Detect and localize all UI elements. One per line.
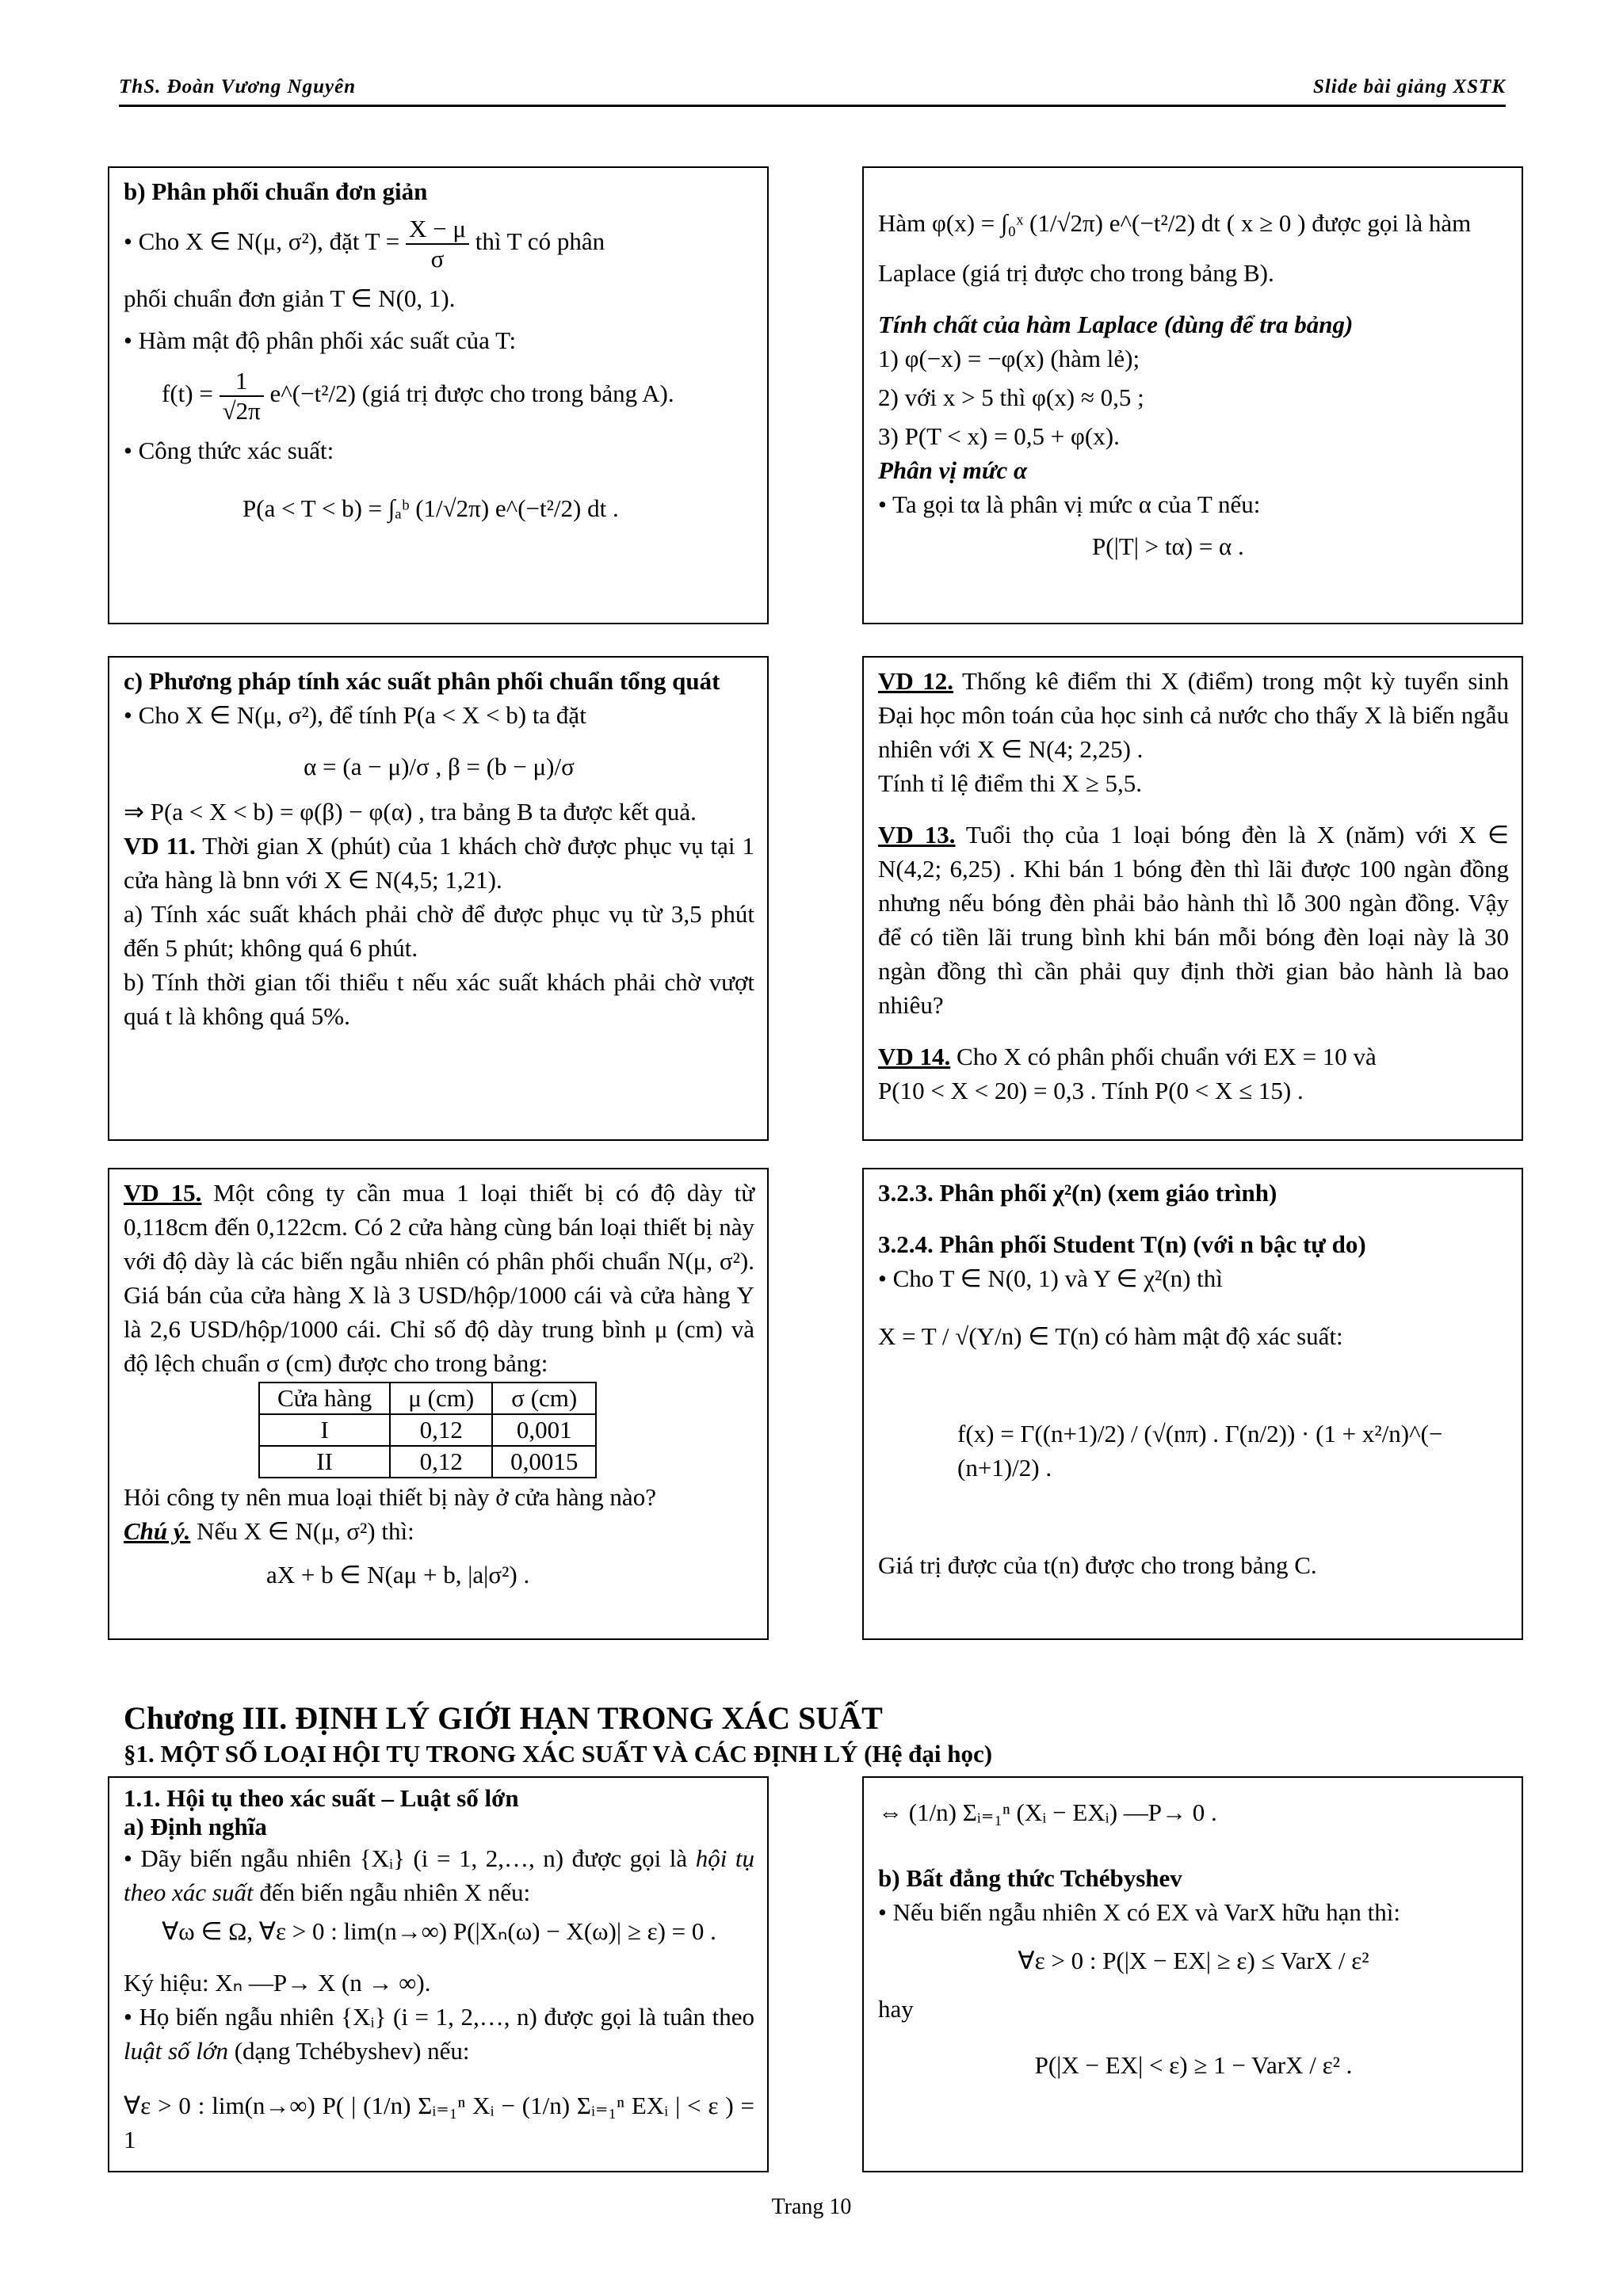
box8-line4: hay — [878, 1995, 914, 2023]
box7-title2: a) Định nghĩa — [124, 1813, 267, 1840]
box1-line1: • Cho X ∈ N(μ, σ²), đặt T = $\frac{X - \mu}{\sigma}$ thì T có phân — [124, 215, 605, 273]
box5-note: Chú ý. Nếu X ∈ N(μ, σ²) thì: — [124, 1517, 414, 1545]
box1-line5: • Công thức xác suất: — [124, 437, 334, 464]
box3-title: c) Phương pháp tính xác suất phân phối chuẩn tổng quát — [124, 667, 720, 695]
box8-line5: P(|X − EX| < ε) ≥ 1 − VarX / ε² . — [1034, 2051, 1353, 2079]
box6-line1: • Cho T ∈ N(0, 1) và Y ∈ χ²(n) thì — [878, 1264, 1223, 1292]
box6-density: f(x) = Γ((n+1)/2) / (√(nπ) . Γ(n/2)) · (1 + x²/n)^(−(n+1)/2) . — [957, 1420, 1443, 1482]
table-cell: 0,0015 — [492, 1446, 596, 1478]
box7-line3: Ký hiệu: Xₙ —P→ X (n → ∞). — [124, 1969, 431, 1997]
box3-line2: α = (a − μ)/σ , β = (b − μ)/σ — [304, 753, 575, 780]
box2-title2: Tính chất của hàm Laplace (dùng để tra bảng) — [878, 311, 1354, 338]
box6-title2: 3.2.4. Phân phối Student T(n) (với n bậc tự do) — [878, 1230, 1366, 1258]
box3-line6: b) Tính thời gian tối thiểu t nếu xác suất khách phải chờ vượt quá t là không quá 5%. — [124, 968, 754, 1030]
fraction-t: $\frac{X - \mu}{\sigma}$ — [406, 215, 469, 273]
box2-line3: • Ta gọi tα là phân vị mức α của T nếu: — [878, 490, 1261, 518]
box-general-normal — [108, 656, 769, 1141]
table-cell: II — [259, 1446, 390, 1478]
table-row — [259, 1414, 596, 1446]
box3-line1: • Cho X ∈ N(μ, σ²), để tính P(a < X < b) ta đặt — [124, 701, 586, 729]
box2-prop1: 1) φ(−x) = −φ(x) (hàm lẻ); — [878, 345, 1140, 372]
box8-title: b) Bất đẳng thức Tchébyshev — [878, 1864, 1182, 1892]
box2-line1: Hàm φ(x) = ∫₀ˣ (1/√2π) e^(−t²/2) dt ( x ≥ 0 ) được gọi là hàm — [878, 209, 1472, 237]
box6-title1: 3.2.3. Phân phối χ²(n) (xem giáo trình) — [878, 1179, 1277, 1207]
box4-line2: Tính tỉ lệ điểm thi X ≥ 5,5. — [878, 769, 1143, 797]
box1-line3: • Hàm mật độ phân phối xác suất của T: — [124, 326, 517, 354]
chapter-title: Chương III. ĐỊNH LÝ GIỚI HẠN TRONG XÁC SUẤT — [124, 1700, 883, 1736]
table-header-cell: μ (cm) — [390, 1383, 492, 1414]
box6-line2: X = T / √(Y/n) ∈ T(n) có hàm mật độ xác suất: — [878, 1322, 1343, 1350]
table-header-cell: σ (cm) — [492, 1383, 596, 1414]
box-laplace — [862, 166, 1523, 624]
box3-line3: ⇒ P(a < X < b) = φ(β) − φ(α) , tra bảng B ta được kết quả. — [124, 798, 697, 826]
box1-title: b) Phân phối chuẩn đơn giản — [124, 177, 428, 205]
box2-prop2: 2) với x > 5 thì φ(x) ≈ 0,5 ; — [878, 383, 1144, 411]
section-title: §1. MỘT SỐ LOẠI HỘI TỤ TRONG XÁC SUẤT VÀ CÁC ĐỊNH LÝ (Hệ đại học) — [124, 1740, 993, 1768]
box7-line5: ∀ε > 0 : lim(n→∞) P( | (1/n) Σᵢ₌₁ⁿ Xᵢ − (1/n) Σᵢ₌₁ⁿ EXᵢ | < ε ) = 1 — [124, 2092, 754, 2153]
box4-vd14: VD 14. Cho X có phân phối chuẩn với EX = 10 và — [878, 1043, 1377, 1070]
box5-vd15: VD 15. Một công ty cần mua 1 loại thiết bị có độ dày từ 0,118cm đến 0,122cm. Có 2 cửa hàng cùng bán loại thiết bị này với độ dày là các biến ngẫu nhiên có phân phối chuẩn N(μ, σ²). Giá bán của cửa hàng X là 3 USD/hộp/1000 cái và cửa hàng Y là 2,6 USD/hộp/1000 cái. Chỉ số độ dày trung bình μ (cm) và độ lệch chuẩn σ (cm) được cho trong bảng: — [124, 1179, 754, 1377]
box6-line4: Giá trị được của t(n) được cho trong bảng C. — [878, 1551, 1317, 1579]
box1-integral: P(a < T < b) = ∫ₐᵇ (1/√2π) e^(−t²/2) dt . — [242, 494, 619, 522]
box3-vd11: VD 11. Thời gian X (phút) của 1 khách chờ được phục vụ tại 1 cửa hàng là bnn với X ∈ N(4,5; 1,21). — [124, 832, 754, 894]
fraction-density: $\frac{1}{√2\pi}$ — [220, 367, 264, 425]
page-header — [119, 68, 1506, 107]
table-header-cell: Cửa hàng — [259, 1383, 390, 1414]
table-cell: I — [259, 1414, 390, 1446]
box4-vd13: VD 13. Tuổi thọ của 1 loại bóng đèn là X (năm) với X ∈ N(4,2; 6,25) . Khi bán 1 bóng đèn thì lãi được 100 ngàn đồng nhưng nếu bóng đèn phải bảo hành thì lỗ 300 ngàn đồng. Vậy để có tiền lãi trung bình khi bán mỗi bóng đèn loại này là 30 ngàn đồng thì cần phải quy định thời gian bảo hành là bao nhiêu? — [878, 821, 1509, 1019]
box4-line5: P(10 < X < 20) = 0,3 . Tính P(0 < X ≤ 15) . — [878, 1077, 1304, 1104]
header-author: ThS. Đoàn Vương Nguyên — [119, 76, 357, 97]
box-chebyshev — [862, 1776, 1523, 2172]
box7-line1: • Dãy biến ngẫu nhiên {Xᵢ} (i = 1, 2,…, n) được gọi là hội tụ theo xác suất đến biến ngẫu nhiên X nếu: — [124, 1844, 755, 1906]
box2-line2: Laplace (giá trị được cho trong bảng B). — [878, 259, 1274, 287]
box-examples-12-14 — [862, 656, 1523, 1141]
box7-line2: ∀ω ∈ Ω, ∀ε > 0 : lim(n→∞) P(|Xₙ(ω) − X(ω)| ≥ ε) = 0 . — [162, 1917, 716, 1945]
box-student-distribution — [862, 1168, 1523, 1640]
box1-density: f(t) = $\frac{1}{√2\pi}$ e^(−t²/2) (giá trị được cho trong bảng A). — [162, 367, 674, 425]
box2-title3: Phân vị mức α — [878, 456, 1028, 484]
box-convergence — [108, 1776, 769, 2172]
box3-line5: a) Tính xác suất khách phải chờ để được phục vụ từ 3,5 phút đến 5 phút; không quá 6 phút. — [124, 900, 754, 962]
box5-line4: aX + b ∈ N(aμ + b, |a|σ²) . — [266, 1561, 530, 1589]
table-cell: 0,12 — [390, 1446, 492, 1478]
thickness-table — [258, 1382, 597, 1478]
table-cell: 0,12 — [390, 1414, 492, 1446]
table-header-row — [259, 1383, 596, 1414]
table-row — [259, 1446, 596, 1478]
page-number: Trang 10 — [771, 2195, 852, 2219]
box5-line2: Hỏi công ty nên mua loại thiết bị này ở cửa hàng nào? — [124, 1483, 656, 1511]
box-standard-normal — [108, 166, 769, 624]
box7-title: 1.1. Hội tụ theo xác suất – Luật số lớn — [124, 1784, 519, 1812]
box8-line2: • Nếu biến ngẫu nhiên X có EX và VarX hữu hạn thì: — [878, 1898, 1400, 1926]
box7-line4: • Họ biến ngẫu nhiên {Xᵢ} (i = 1, 2,…, n) được gọi là tuân theo luật số lớn (dạng Tchébyshev) nếu: — [124, 2003, 754, 2065]
box8-line3: ∀ε > 0 : P(|X − EX| ≥ ε) ≤ VarX / ε² — [1018, 1947, 1369, 1974]
box2-prop3: 3) P(T < x) = 0,5 + φ(x). — [878, 422, 1120, 450]
table-cell: 0,001 — [492, 1414, 596, 1446]
header-title: Slide bài giảng XSTK — [1313, 76, 1506, 97]
box4-vd12: VD 12. Thống kê điểm thi X (điểm) trong một kỳ tuyển sinh Đại học môn toán của học sinh cả nước cho thấy X là biến ngẫu nhiên với X ∈ N(4; 2,25) . — [878, 667, 1509, 763]
box-example-15 — [108, 1168, 769, 1640]
box1-line2: phối chuẩn đơn giản T ∈ N(0, 1). — [124, 284, 456, 312]
box8-line1: ⇔ (1/n) Σᵢ₌₁ⁿ (Xᵢ − EXᵢ) —P→ 0 . — [878, 1798, 1217, 1826]
box2-line4: P(|T| > tα) = α . — [1092, 532, 1244, 560]
